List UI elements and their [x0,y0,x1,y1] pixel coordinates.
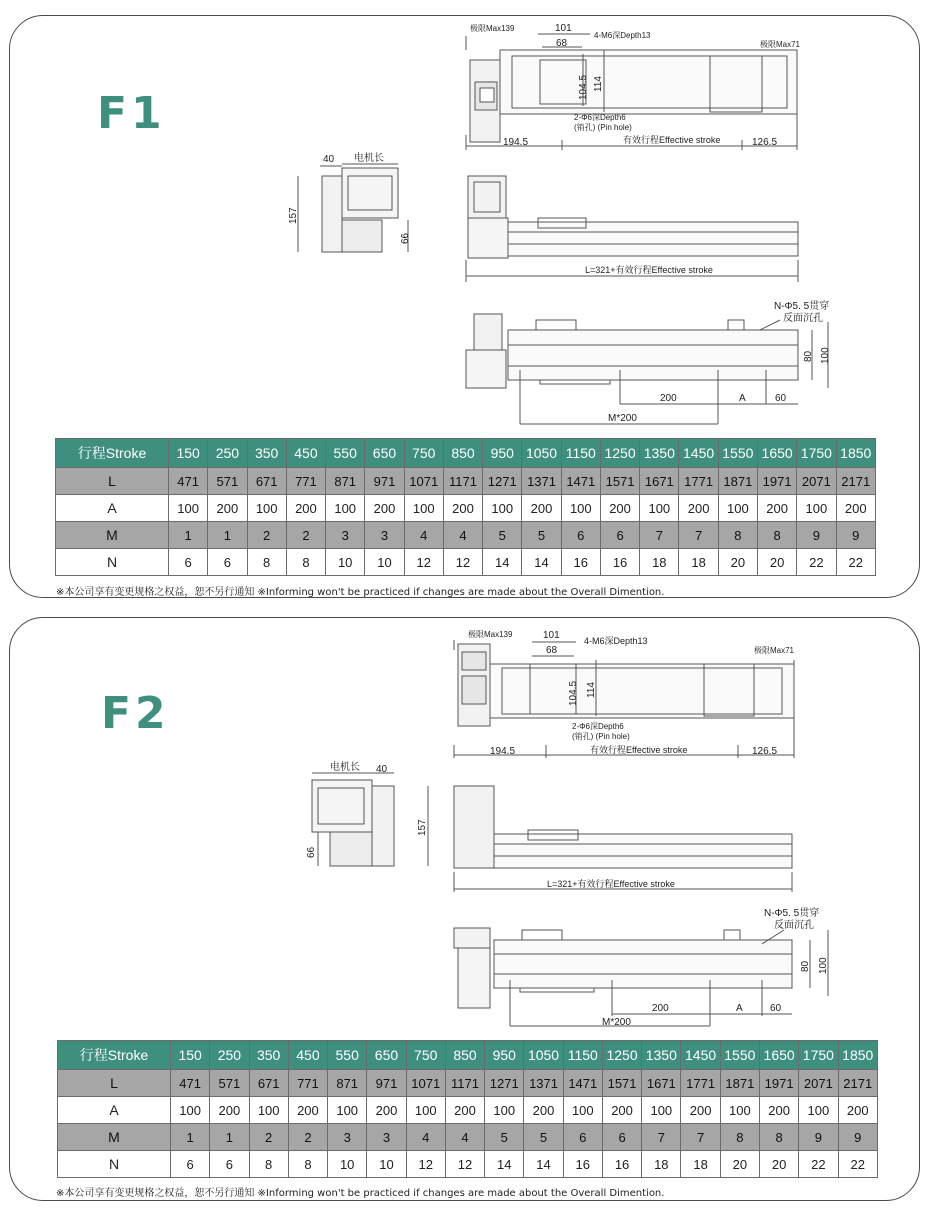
table-cell: 150 [169,439,208,468]
table-cell: 100 [640,495,679,522]
table-cell: 1150 [563,1041,602,1070]
dim-label: 4-M6深Depth13 [584,636,648,646]
table-cell: 100 [642,1097,681,1124]
table-cell: 1671 [642,1070,681,1097]
table-cell: 250 [208,439,247,468]
table-cell: 1 [169,522,208,549]
dim-label: 极限Max71 [760,40,801,49]
table-cell: 14 [483,549,522,576]
dim-label: 60 [775,393,787,404]
table-cell: 12 [443,549,482,576]
table-cell: 450 [286,439,325,468]
row-header: N [56,549,169,576]
table-cell: 2171 [838,1070,877,1097]
disclaimer-note: ※本公司享有变更规格之权益，恕不另行通知 ※Informing won't be practiced if changes are made about the Overall Dimention. [56,587,665,598]
table-cell: 200 [600,495,639,522]
table-cell: 5 [485,1124,524,1151]
table-cell: 6 [563,1124,602,1151]
table-cell: 971 [367,1070,406,1097]
table-cell: 9 [797,522,836,549]
dim-label: 60 [770,1003,782,1014]
table-cell: 250 [210,1041,249,1070]
table-cell: 1050 [524,1041,563,1070]
dim-label: 100 [820,347,831,364]
table-cell: 1071 [406,1070,445,1097]
table-cell: 471 [171,1070,210,1097]
table-cell: 100 [404,495,443,522]
table-cell: 3 [326,522,365,549]
table-cell: 7 [681,1124,720,1151]
table-cell: 1850 [836,439,875,468]
table-cell: 150 [171,1041,210,1070]
table-cell: 1 [208,522,247,549]
table-cell: 200 [522,495,561,522]
table-cell: 1250 [600,439,639,468]
table-cell: 2 [288,1124,327,1151]
row-header: 行程Stroke [58,1041,171,1070]
table-cell: 5 [524,1124,563,1151]
table-cell: 571 [210,1070,249,1097]
table-cell: 100 [799,1097,838,1124]
table-cell: 2071 [799,1070,838,1097]
dim-label: 126.5 [752,746,778,757]
table-cell: 20 [757,549,796,576]
dim-label: 157 [288,207,299,224]
dim-label: 电机长 [354,153,384,164]
table-cell: 1150 [561,439,600,468]
table-cell: 200 [759,1097,798,1124]
table-cell: 4 [404,522,443,549]
table-cell: 9 [799,1124,838,1151]
table-cell: 4 [443,522,482,549]
table-cell: 100 [169,495,208,522]
table-cell: 1871 [718,468,757,495]
table-cell: 20 [720,1151,759,1178]
table-cell: 7 [640,522,679,549]
table-cell: 1650 [759,1041,798,1070]
table-cell: 771 [286,468,325,495]
table-cell: 200 [365,495,404,522]
dim-label: M*200 [608,413,637,424]
table-cell: 6 [602,1124,641,1151]
table-cell: 1350 [640,439,679,468]
dim-label: 200 [652,1003,669,1014]
dim-label: N-Φ5. 5贯穿 [764,908,820,919]
dim-label: 194.5 [503,137,529,148]
table-cell: 100 [485,1097,524,1124]
table-cell: 450 [288,1041,327,1070]
table-cell: 10 [365,549,404,576]
table-cell: 350 [249,1041,288,1070]
table-cell: 9 [838,1124,877,1151]
table-cell: 771 [288,1070,327,1097]
dim-label: A [739,393,746,404]
table-cell: 18 [679,549,718,576]
table-cell: 871 [328,1070,367,1097]
table-cell: 8 [718,522,757,549]
dim-label: A [736,1003,743,1014]
table-cell: 650 [365,439,404,468]
table-cell: 850 [443,439,482,468]
table-cell: 200 [524,1097,563,1124]
table-cell: 1850 [838,1041,877,1070]
table-cell: 650 [367,1041,406,1070]
table-cell: 1371 [522,468,561,495]
table-cell: 1 [171,1124,210,1151]
table-cell: 2 [247,522,286,549]
table-cell: 7 [642,1124,681,1151]
dim-label: 68 [556,38,568,49]
table-cell: 18 [640,549,679,576]
table-cell: 1250 [602,1041,641,1070]
table-cell: 100 [171,1097,210,1124]
table-cell: 1871 [720,1070,759,1097]
dim-label: 66 [306,846,317,858]
table-cell: 971 [365,468,404,495]
table-cell: 22 [799,1151,838,1178]
table-cell: 16 [602,1151,641,1178]
table-cell: 6 [208,549,247,576]
table-cell: 671 [247,468,286,495]
dim-label: (销孔) (Pin hole) [572,732,630,741]
table-cell: 22 [797,549,836,576]
table-cell: 871 [326,468,365,495]
table-cell: 100 [561,495,600,522]
row-header: L [58,1070,171,1097]
table-cell: 16 [561,549,600,576]
table-cell: 200 [602,1097,641,1124]
table-cell: 100 [249,1097,288,1124]
row-header: N [58,1151,171,1178]
table-cell: 1171 [445,1070,484,1097]
table-cell: 1471 [563,1070,602,1097]
table-cell: 200 [681,1097,720,1124]
model-label: F1 [97,88,166,139]
dim-label: 114 [586,682,597,698]
table-cell: 6 [169,549,208,576]
table-cell: 950 [485,1041,524,1070]
table-cell: 1671 [640,468,679,495]
dim-label: 4-M6深Depth13 [594,31,651,40]
table-cell: 6 [171,1151,210,1178]
dim-label: 200 [660,393,677,404]
table-cell: 7 [679,522,718,549]
table-cell: 850 [445,1041,484,1070]
table-cell: 550 [326,439,365,468]
row-header: A [58,1097,171,1124]
table-cell: 12 [404,549,443,576]
table-cell: 14 [524,1151,563,1178]
row-header: M [56,522,169,549]
dim-label: 电机长 [330,762,360,773]
table-cell: 1050 [522,439,561,468]
table-cell: 550 [328,1041,367,1070]
table-row [58,1070,878,1097]
table-cell: 750 [404,439,443,468]
table-cell: 14 [522,549,561,576]
row-header: A [56,495,169,522]
table-cell: 100 [720,1097,759,1124]
model-label: F2 [101,688,170,739]
table-row [58,1097,878,1124]
table-cell: 1471 [561,468,600,495]
dim-label: 40 [376,764,388,775]
table-cell: 200 [286,495,325,522]
table-cell: 20 [718,549,757,576]
table-cell: 9 [836,522,875,549]
table-cell: 200 [288,1097,327,1124]
table-cell: 10 [367,1151,406,1178]
row-header: M [58,1124,171,1151]
table-cell: 22 [836,549,875,576]
dim-label: 104.5 [568,680,579,706]
table-cell: 4 [445,1124,484,1151]
table-cell: 1771 [679,468,718,495]
table-cell: 1271 [485,1070,524,1097]
table-cell: 10 [328,1151,367,1178]
table-cell: 200 [210,1097,249,1124]
table-cell: 200 [208,495,247,522]
table-cell: 1571 [602,1070,641,1097]
spec-table [57,1040,878,1178]
table-cell: 1 [210,1124,249,1151]
table-cell: 1450 [679,439,718,468]
table-cell: 100 [247,495,286,522]
table-cell: 200 [836,495,875,522]
table-cell: 14 [485,1151,524,1178]
dim-label: 114 [593,76,604,92]
table-cell: 2071 [797,468,836,495]
table-cell: 8 [249,1151,288,1178]
table-cell: 4 [406,1124,445,1151]
dim-label: 极限Max71 [754,646,795,655]
dim-label: L=321+有效行程Effective stroke [547,879,675,889]
table-cell: 1771 [681,1070,720,1097]
table-cell: 1971 [757,468,796,495]
table-cell: 1650 [757,439,796,468]
table-cell: 1350 [642,1041,681,1070]
dim-label: 101 [555,23,572,34]
table-cell: 100 [406,1097,445,1124]
dim-label: 反面沉孔 [774,920,814,931]
dim-label: 2-Φ6深Depth6 [572,722,624,731]
dim-label: 80 [800,960,811,972]
row-header: L [56,468,169,495]
table-row [58,1041,878,1070]
dim-label: L=321+有效行程Effective stroke [585,265,713,275]
dim-label: 有效行程Effective stroke [590,745,688,755]
table-cell: 100 [328,1097,367,1124]
table-cell: 12 [445,1151,484,1178]
table-cell: 100 [483,495,522,522]
dim-label: 66 [400,232,411,244]
table-cell: 3 [365,522,404,549]
dim-label: 126.5 [752,137,778,148]
row-header: 行程Stroke [56,439,169,468]
table-cell: 2171 [836,468,875,495]
table-cell: 200 [838,1097,877,1124]
dim-label: 40 [323,154,335,165]
table-cell: 100 [718,495,757,522]
dim-label: 2-Φ6深Depth6 [574,113,626,122]
dim-label: 有效行程Effective stroke [623,135,721,145]
table-cell: 200 [367,1097,406,1124]
table-cell: 8 [757,522,796,549]
dim-label: 157 [417,819,428,836]
table-cell: 8 [288,1151,327,1178]
table-cell: 1450 [681,1041,720,1070]
table-cell: 3 [328,1124,367,1151]
dim-label: 194.5 [490,746,516,757]
table-cell: 571 [208,468,247,495]
table-cell: 8 [720,1124,759,1151]
table-cell: 6 [561,522,600,549]
dim-label: 101 [543,630,560,641]
table-cell: 2 [249,1124,288,1151]
table-cell: 16 [563,1151,602,1178]
table-cell: 471 [169,468,208,495]
dim-label: M*200 [602,1017,631,1028]
table-cell: 18 [642,1151,681,1178]
table-cell: 18 [681,1151,720,1178]
table-cell: 1171 [443,468,482,495]
table-cell: 5 [522,522,561,549]
table-cell: 100 [797,495,836,522]
table-cell: 950 [483,439,522,468]
table-cell: 100 [563,1097,602,1124]
table-cell: 200 [443,495,482,522]
table-cell: 6 [600,522,639,549]
table-row [58,1151,878,1178]
table-cell: 200 [757,495,796,522]
table-cell: 22 [838,1151,877,1178]
table-cell: 750 [406,1041,445,1070]
table-cell: 1750 [797,439,836,468]
table-cell: 100 [326,495,365,522]
table-cell: 1550 [718,439,757,468]
table-cell: 1271 [483,468,522,495]
dim-label: 极限Max139 [468,630,513,639]
dim-label: (销孔) (Pin hole) [574,123,632,132]
table-cell: 12 [406,1151,445,1178]
table-cell: 671 [249,1070,288,1097]
dim-label: 极限Max139 [470,24,515,33]
table-cell: 16 [600,549,639,576]
dim-label: 100 [818,957,829,974]
dim-label: N-Φ5. 5贯穿 [774,301,830,312]
dim-label: 反面沉孔 [783,313,823,324]
dim-label: 104.5 [578,74,589,100]
table-cell: 200 [445,1097,484,1124]
table-cell: 3 [367,1124,406,1151]
table-cell: 200 [679,495,718,522]
table-cell: 1550 [720,1041,759,1070]
dim-label: 80 [803,350,814,362]
table-cell: 5 [483,522,522,549]
table-cell: 20 [759,1151,798,1178]
table-cell: 8 [247,549,286,576]
disclaimer-note: ※本公司享有变更规格之权益，恕不另行通知 ※Informing won't be practiced if changes are made about the Overall Dimention. [56,1188,665,1199]
table-cell: 1371 [524,1070,563,1097]
table-row [58,1124,878,1151]
table-cell: 8 [286,549,325,576]
dim-label: 68 [546,645,558,656]
table-cell: 1750 [799,1041,838,1070]
table-cell: 6 [210,1151,249,1178]
table-cell: 1571 [600,468,639,495]
table-cell: 1071 [404,468,443,495]
table-cell: 1971 [759,1070,798,1097]
table-cell: 350 [247,439,286,468]
table-cell: 2 [286,522,325,549]
table-cell: 10 [326,549,365,576]
table-cell: 8 [759,1124,798,1151]
